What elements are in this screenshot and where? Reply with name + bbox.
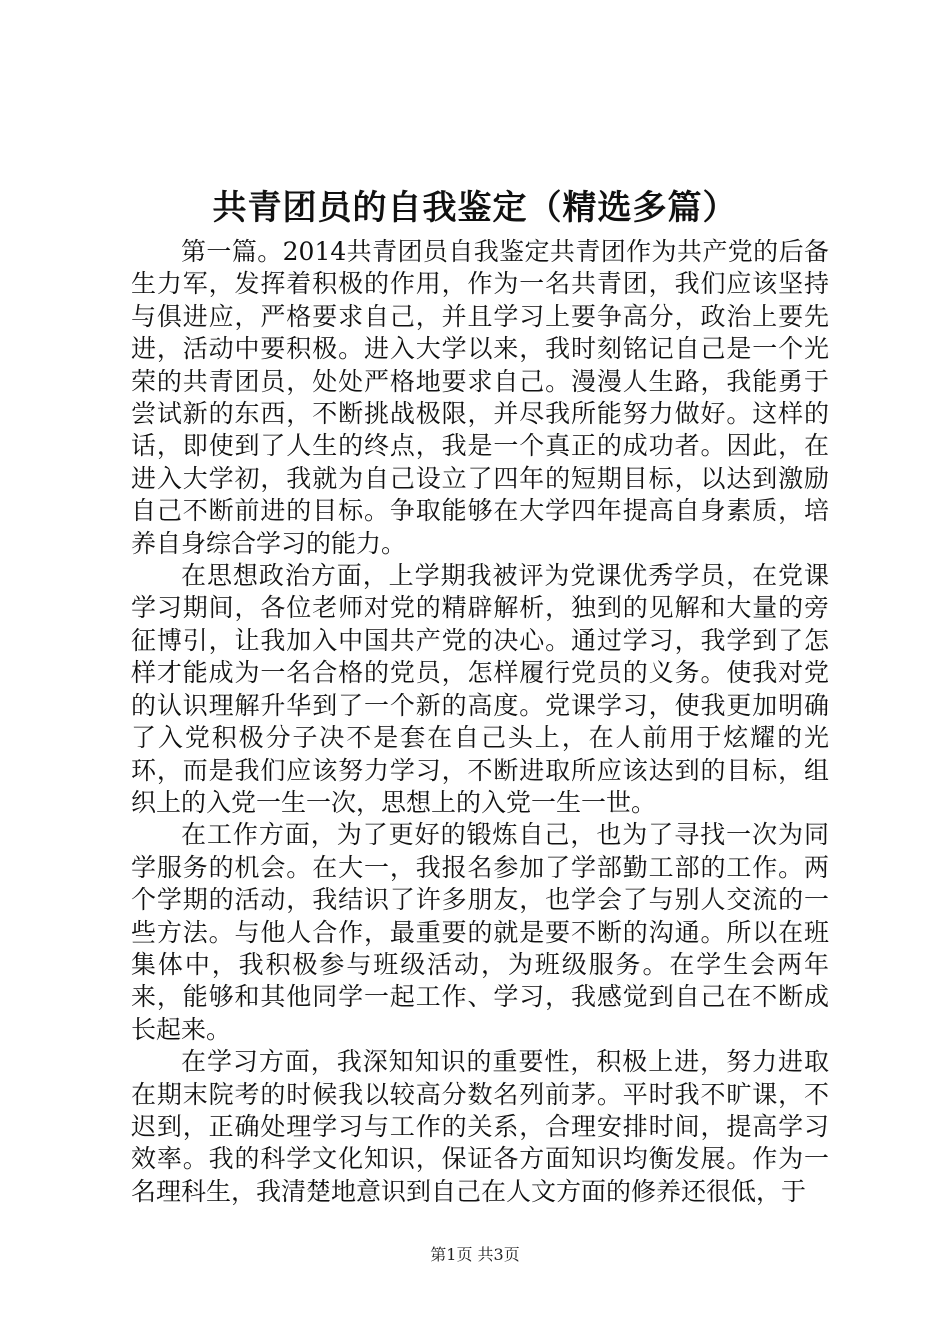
- document-title: 共青团员的自我鉴定（精选多篇）: [212, 188, 738, 228]
- paragraph-2: 在思想政治方面，上学期我被评为党课优秀学员，在党课学习期间，各位老师对党的精辟解析，独到的见解和大量的旁征博引，让我加入中国共产党的决心。通过学习，我学到了怎样才能成为一名合格的党员，怎样履行党员的义务。使我对党的认识理解升华到了一个新的高度。党课学习，使我更加明确了入党积极分子决不是套在自己头上，在人前用于炫耀的光环，而是我们应该努力学习，不断进取所应该达到的目标，组织上的入党一生一次，思想上的入党一生一世。: [131, 561, 829, 817]
- paragraph-1: 第一篇。2014共青团员自我鉴定共青团作为共产党的后备生力军，发挥着积极的作用，作为一名共青团，我们应该坚持与俱进应，严格要求自己，并且学习上要争高分，政治上要先进，活动中要积极。进入大学以来，我时刻铭记自己是一个光荣的共青团员，处处严格地要求自己。漫漫人生路，我能勇于尝试新的东西，不断挑战极限，并尽我所能努力做好。这样的话，即使到了人生的终点，我是一个真正的成功者。因此，在进入大学初，我就为自己设立了四年的短期目标，以达到激励自己不断前进的目标。争取能够在大学四年提高自身素质，培养自身综合学习的能力。: [131, 237, 829, 558]
- paragraph-3: 在工作方面，为了更好的锻炼自己，也为了寻找一次为同学服务的机会。在大一，我报名参加了学部勤工部的工作。两个学期的活动，我结识了许多朋友，也学会了与别人交流的一些方法。与他人合作，最重要的就是要不断的沟通。所以在班集体中，我积极参与班级活动，为班级服务。在学生会两年来，能够和其他同学一起工作、学习，我感觉到自己在不断成长起来。: [131, 820, 829, 1044]
- paragraph-4: 在学习方面，我深知知识的重要性，积极上进，努力进取在期末院考的时候我以较高分数名列前茅。平时我不旷课，不迟到，正确处理学习与工作的关系，合理安排时间，提高学习效率。我的科学文化知识，保证各方面知识均衡发展。作为一名理科生，我清楚地意识到自己在人文方面的修养还很低，于: [131, 1047, 829, 1206]
- document-body: [131, 236, 829, 1208]
- page-footer: 第1页 共3页: [430, 1245, 520, 1264]
